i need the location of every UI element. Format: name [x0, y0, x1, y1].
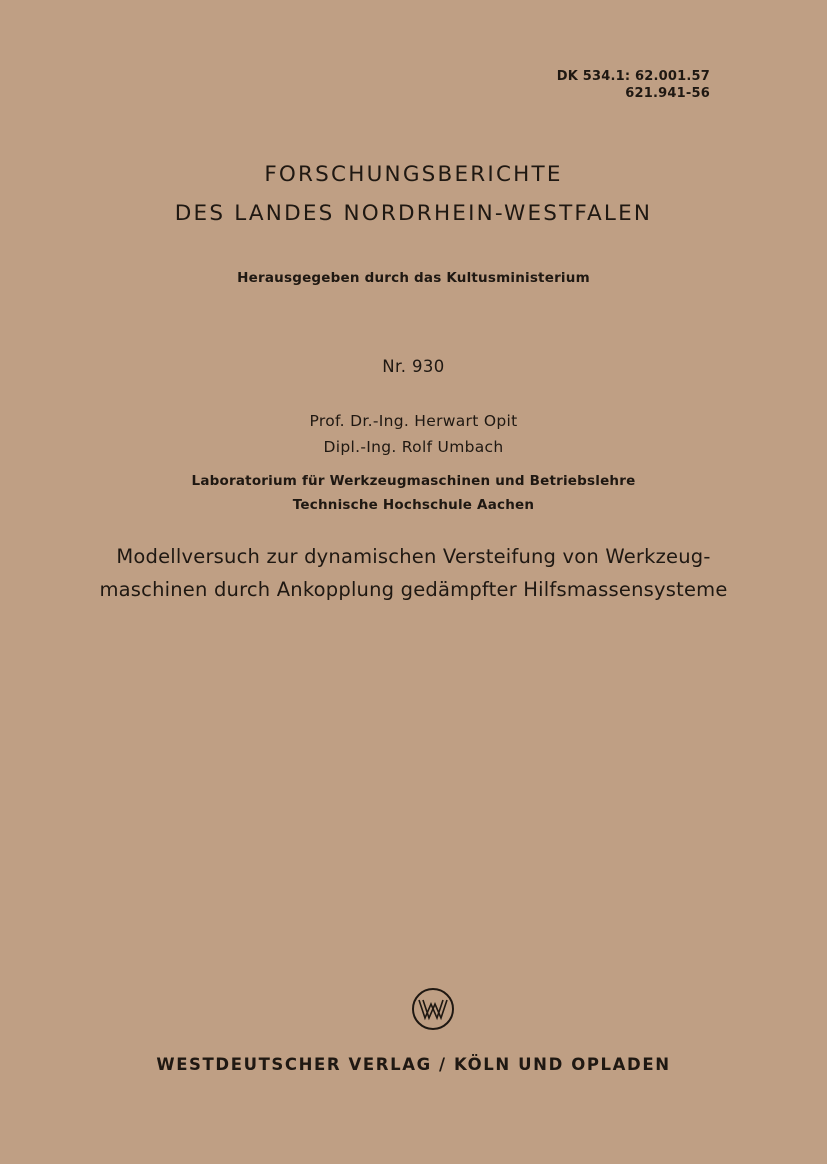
institution-line-2: Technische Hochschule Aachen — [292, 497, 535, 513]
series-title-line-2: DES LANDES NORDRHEIN-WESTFALEN — [174, 201, 653, 226]
report-number: Nr. 930 — [382, 357, 445, 376]
publisher-ww-logo-icon — [411, 987, 455, 1031]
author-2: Dipl.-Ing. Rolf Umbach — [323, 438, 504, 456]
publisher-line: WESTDEUTSCHER VERLAG / KÖLN UND OPLADEN — [156, 1055, 671, 1074]
report-title-line-2: maschinen durch Ankopplung gedämpfter Hilfsmassensysteme — [99, 578, 728, 601]
classification-line-1: DK 534.1: 62.001.57 — [556, 69, 710, 84]
series-title-line-1: FORSCHUNGSBERICHTE — [264, 162, 563, 187]
classification-code — [557, 68, 710, 102]
institution-line-1: Laboratorium für Werkzeugmaschinen und Betriebslehre — [191, 473, 636, 489]
editor-note: Herausgegeben durch das Kultusministerium — [237, 270, 590, 286]
author-1: Prof. Dr.-Ing. Herwart Opit — [309, 412, 518, 430]
report-title-line-1: Modellversuch zur dynamischen Versteifung von Werkzeug- — [116, 545, 711, 568]
classification-line-2: 621.941-56 — [625, 86, 710, 101]
